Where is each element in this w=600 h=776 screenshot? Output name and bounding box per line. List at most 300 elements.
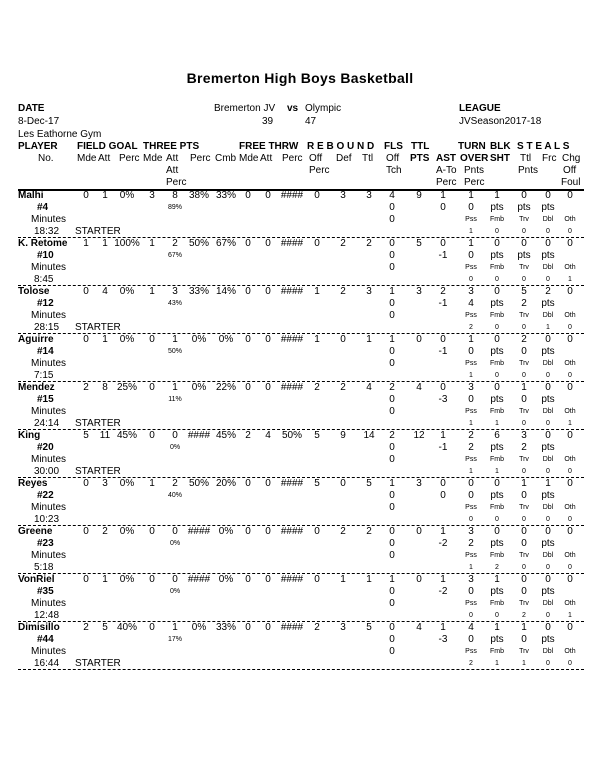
- player-name: VonRiel: [18, 574, 55, 585]
- reb-def-value: 2: [340, 286, 346, 297]
- fg-made-value: 1: [83, 238, 89, 249]
- home-score: 39: [262, 116, 274, 127]
- st-ttl-value: 1: [521, 478, 527, 489]
- st-frc-value: 0: [545, 526, 551, 537]
- reb-def-value: 9: [340, 430, 346, 441]
- fls-off-value: 0: [389, 526, 395, 537]
- venue: Les Eathorne Gym: [18, 129, 102, 140]
- reb-ttl-value: 1: [366, 334, 372, 345]
- fg-perc-value: 25%: [116, 382, 137, 393]
- fg-att-value: 8: [102, 382, 108, 393]
- pts-label: pts: [490, 634, 504, 645]
- ast-value: 0: [440, 382, 446, 393]
- fg-perc-value: 0%: [119, 526, 135, 537]
- turnover-fmb-label: Fmb: [490, 456, 504, 463]
- fg-made-value: 0: [83, 190, 89, 201]
- fls-tch-value: 0: [389, 550, 395, 561]
- tp-att-value: 0: [172, 430, 178, 441]
- three-pt-att-perc: 17%: [167, 636, 182, 643]
- ft-perc-value: ####: [280, 238, 304, 249]
- ato-value: 0: [440, 490, 446, 501]
- pts-value: 3: [416, 286, 422, 297]
- turnover-dbl-label: Dbl: [542, 648, 554, 655]
- turnover-pss-label: Pss: [465, 216, 477, 223]
- header-tp-perc: Perc: [190, 153, 211, 164]
- tp-perc-value: 38%: [188, 190, 209, 201]
- three-pt-att-perc: 0%: [169, 540, 181, 547]
- ft-made-value: 2: [245, 430, 251, 441]
- turn-pts-value: 0: [468, 250, 474, 261]
- three-pt-att-perc: 0%: [169, 588, 181, 595]
- reb-off-value: 0: [314, 526, 320, 537]
- ft-made-value: 0: [245, 526, 251, 537]
- tp-att-value: 2: [172, 238, 178, 249]
- turnover-oth-value: 1: [568, 612, 572, 619]
- steal-pnts-value: pts: [517, 202, 531, 213]
- ft-att-value: 0: [265, 574, 271, 585]
- player-minutes: 24:14: [34, 418, 60, 429]
- turnover-oth-label: Oth: [564, 552, 576, 559]
- report-title: Bremerton High Boys Basketball: [186, 70, 414, 86]
- fg-perc-value: 0%: [119, 286, 135, 297]
- row-separator: [18, 669, 584, 670]
- turnover-fmb-label: Fmb: [490, 504, 504, 511]
- pts-label: pts: [541, 394, 555, 405]
- pts-label: pts: [541, 490, 555, 501]
- fls-tch-value: 0: [389, 442, 395, 453]
- turnover-pss-label: Pss: [465, 312, 477, 319]
- player-name: Dimisillo: [18, 622, 60, 633]
- pts-value: 12: [413, 430, 425, 441]
- turn-pts-value: 0: [468, 202, 474, 213]
- header-ft-perc: Perc: [282, 153, 303, 164]
- turnover-pss-value: 0: [469, 516, 473, 523]
- turnover-dbl-value: 0: [546, 564, 550, 571]
- st-ttl-value: 1: [521, 382, 527, 393]
- fg-made-value: 0: [83, 526, 89, 537]
- turnover-pss-value: 1: [469, 468, 473, 475]
- turnover-pss-value: 1: [469, 564, 473, 571]
- three-pt-att-perc: 89%: [167, 204, 182, 211]
- reb-def-value: 2: [340, 382, 346, 393]
- fls-tch-value: 0: [389, 262, 395, 273]
- turnover-fmb-label: Fmb: [490, 264, 504, 271]
- turnover-dbl-value: 0: [546, 420, 550, 427]
- fg-att-value: 4: [102, 286, 108, 297]
- player-number: #4: [37, 202, 49, 213]
- pts-label: pts: [490, 346, 504, 357]
- pts-label: pts: [490, 298, 504, 309]
- fg-perc-value: 0%: [119, 478, 135, 489]
- turn-pts-value: 0: [468, 490, 474, 501]
- reb-ttl-value: 2: [366, 526, 372, 537]
- turnover-dbl-value: 0: [546, 276, 550, 283]
- away-team: Olympic: [305, 103, 342, 114]
- st-ttl-value: 0: [521, 190, 527, 201]
- turnover-fmb-label: Fmb: [490, 600, 504, 607]
- header-free-thrw: FREE THRW: [239, 141, 299, 152]
- header-fg-perc: Perc: [119, 153, 140, 164]
- tp-att-value: 2: [172, 478, 178, 489]
- tp-perc-value: ####: [187, 574, 211, 585]
- reb-ttl-value: 14: [363, 430, 375, 441]
- st-chg-value: 0: [567, 286, 573, 297]
- tp-perc-value: 50%: [188, 238, 209, 249]
- league-label: LEAGUE: [459, 103, 501, 114]
- minutes-label: Minutes: [31, 358, 67, 369]
- fls-tch-value: 0: [389, 454, 395, 465]
- turn-pts-value: 0: [468, 346, 474, 357]
- turnover-pss-value: 1: [469, 228, 473, 235]
- player-number: #22: [37, 490, 54, 501]
- pts-value: 0: [416, 334, 422, 345]
- fg-att-value: 3: [102, 478, 108, 489]
- turnover-oth-label: Oth: [564, 600, 576, 607]
- ato-value: -3: [438, 394, 448, 405]
- starter-label: STARTER: [75, 322, 121, 333]
- fg-perc-value: 0%: [119, 334, 135, 345]
- turnover-dbl-value: 0: [546, 468, 550, 475]
- ast-value: 0: [440, 334, 446, 345]
- st-frc-value: 0: [545, 238, 551, 249]
- tp-made-value: 3: [149, 190, 155, 201]
- player-minutes: 16:44: [34, 658, 60, 669]
- ft-att-value: 0: [265, 334, 271, 345]
- ft-made-value: 0: [245, 574, 251, 585]
- turnover-trv-label: Trv: [519, 264, 529, 271]
- minutes-label: Minutes: [31, 214, 67, 225]
- turn-pts-value: 0: [468, 394, 474, 405]
- fls-off-value: 1: [389, 286, 395, 297]
- turn-pts-value: 2: [468, 442, 474, 453]
- st-chg-value: 0: [567, 190, 573, 201]
- turnover-pss-value: 1: [469, 420, 473, 427]
- tp-att-value: 0: [172, 526, 178, 537]
- fls-tch-value: 0: [389, 394, 395, 405]
- minutes-label: Minutes: [31, 454, 67, 465]
- ft-att-value: 0: [265, 382, 271, 393]
- turnover-oth-label: Oth: [564, 264, 576, 271]
- fg-att-value: 11: [99, 430, 111, 441]
- reb-off-value: 2: [314, 622, 320, 633]
- turnover-oth-value: 0: [568, 324, 572, 331]
- blk-value: 1: [494, 190, 500, 201]
- turnover-dbl-label: Dbl: [542, 312, 554, 319]
- player-minutes: 12:48: [34, 610, 60, 621]
- turnover-oth-label: Oth: [564, 456, 576, 463]
- steal-pnts-value: 0: [521, 490, 527, 501]
- minutes-label: Minutes: [31, 550, 67, 561]
- turnover-dbl-label: Dbl: [542, 552, 554, 559]
- ft-made-value: 0: [245, 334, 251, 345]
- pts-value: 5: [416, 238, 422, 249]
- turnover-dbl-label: Dbl: [542, 456, 554, 463]
- fg-perc-value: 100%: [114, 238, 140, 249]
- pts-value: 4: [416, 622, 422, 633]
- header-ft-mde: Mde: [239, 153, 259, 164]
- turnover-oth-label: Oth: [564, 312, 576, 319]
- player-minutes: 28:15: [34, 322, 60, 333]
- cmb-perc-value: 0%: [218, 574, 234, 585]
- reb-def-value: 2: [340, 238, 346, 249]
- turnover-oth-value: 0: [568, 516, 572, 523]
- player-number: #35: [37, 586, 54, 597]
- turnover-pss-label: Pss: [465, 504, 477, 511]
- ft-perc-value: ####: [280, 478, 304, 489]
- turn-value: 2: [468, 430, 474, 441]
- tp-perc-value: 0%: [191, 334, 207, 345]
- fg-att-value: 1: [102, 574, 108, 585]
- ft-perc-value: ####: [280, 526, 304, 537]
- fls-off-value: 1: [389, 334, 395, 345]
- turnover-trv-label: Trv: [519, 600, 529, 607]
- fg-made-value: 0: [83, 334, 89, 345]
- cmb-perc-value: 20%: [215, 478, 236, 489]
- fls-off-value: 0: [389, 238, 395, 249]
- steal-pnts-value: 0: [521, 346, 527, 357]
- fls-tch-value: 0: [389, 538, 395, 549]
- tp-att-value: 1: [172, 382, 178, 393]
- st-chg-value: 0: [567, 622, 573, 633]
- turnover-trv-value: 0: [522, 420, 526, 427]
- header-tch: Tch: [386, 165, 402, 176]
- st-chg-value: 0: [567, 430, 573, 441]
- header-att-perc: Att: [166, 165, 179, 176]
- fls-tch-value: 0: [389, 634, 395, 645]
- turnover-dbl-label: Dbl: [542, 504, 554, 511]
- header-ft-att: Att: [260, 153, 273, 164]
- fls-tch-value: 0: [389, 250, 395, 261]
- header-blk: BLK: [490, 141, 511, 152]
- tp-att-value: 1: [172, 622, 178, 633]
- header-fls: FLS: [384, 141, 403, 152]
- ast-value: 1: [440, 190, 446, 201]
- steal-pnts-value: pts: [517, 250, 531, 261]
- header-tp-att: Att: [166, 153, 179, 164]
- player-minutes: 10:23: [34, 514, 60, 525]
- turnover-trv-value: 1: [522, 660, 526, 667]
- reb-def-value: 2: [340, 526, 346, 537]
- away-score: 47: [305, 116, 317, 127]
- pts-label: pts: [541, 634, 555, 645]
- header-field-goal: FIELD GOAL: [77, 141, 138, 152]
- ft-made-value: 0: [245, 622, 251, 633]
- steal-pnts-value: 0: [521, 586, 527, 597]
- turnover-trv-label: Trv: [519, 216, 529, 223]
- turn-pts-value: 2: [468, 538, 474, 549]
- minutes-label: Minutes: [31, 646, 67, 657]
- fg-made-value: 0: [83, 574, 89, 585]
- three-pt-att-perc: 11%: [168, 396, 182, 403]
- turnover-oth-label: Oth: [564, 408, 576, 415]
- fg-att-value: 2: [102, 526, 108, 537]
- fls-tch-value: 0: [389, 598, 395, 609]
- fls-tch-value: 0: [389, 298, 395, 309]
- fg-att-value: 1: [102, 238, 108, 249]
- ft-made-value: 0: [245, 190, 251, 201]
- fg-att-value: 1: [102, 334, 108, 345]
- turn-value: 3: [468, 382, 474, 393]
- fg-made-value: 0: [83, 478, 89, 489]
- tp-att-value: 0: [172, 574, 178, 585]
- minutes-label: Minutes: [31, 406, 67, 417]
- fls-tch-value: 0: [389, 586, 395, 597]
- turnover-trv-label: Trv: [519, 456, 529, 463]
- st-chg-value: 0: [567, 382, 573, 393]
- fg-made-value: 0: [83, 286, 89, 297]
- reb-off-value: 1: [314, 334, 320, 345]
- st-ttl-value: 0: [521, 238, 527, 249]
- reb-ttl-value: 5: [366, 622, 372, 633]
- turnover-trv-label: Trv: [519, 360, 529, 367]
- player-name: Greene: [18, 526, 53, 537]
- turnover-pss-label: Pss: [465, 456, 477, 463]
- turnover-dbl-value: 0: [546, 612, 550, 619]
- header-off: Off: [563, 165, 577, 176]
- turnover-dbl-label: Dbl: [542, 408, 554, 415]
- turn-pts-value: 4: [468, 298, 474, 309]
- turnover-trv-value: 0: [522, 324, 526, 331]
- fls-off-value: 1: [389, 574, 395, 585]
- cmb-perc-value: 67%: [215, 238, 236, 249]
- fls-tch-value: 0: [389, 202, 395, 213]
- header-pnts: Pnts: [464, 165, 485, 176]
- pts-label: pts: [490, 250, 504, 261]
- ato-value: -2: [438, 538, 448, 549]
- header-rebound: R E B O U N D: [307, 141, 375, 152]
- player-name: Mendez: [18, 382, 55, 393]
- turnover-pss-value: 2: [469, 324, 473, 331]
- fg-perc-value: 40%: [116, 622, 137, 633]
- turn-pts-value: 0: [468, 586, 474, 597]
- reb-off-value: 5: [314, 478, 320, 489]
- blk-value: 1: [494, 574, 500, 585]
- reb-def-value: 3: [340, 190, 346, 201]
- player-number: #12: [37, 298, 54, 309]
- fls-tch-value: 0: [389, 310, 395, 321]
- ft-perc-value: ####: [280, 190, 304, 201]
- fls-off-value: 1: [389, 478, 395, 489]
- reb-def-value: 3: [340, 622, 346, 633]
- st-ttl-value: 1: [521, 622, 527, 633]
- turnover-trv-label: Trv: [519, 552, 529, 559]
- turn-value: 1: [468, 190, 474, 201]
- turn-pts-value: 0: [468, 634, 474, 645]
- pts-value: 4: [416, 382, 422, 393]
- ft-att-value: 0: [265, 238, 271, 249]
- header-reb-perc: Perc: [309, 165, 330, 176]
- ft-perc-value: ####: [280, 382, 304, 393]
- st-frc-value: 0: [545, 430, 551, 441]
- player-number: #44: [37, 634, 54, 645]
- three-pt-att-perc: 50%: [167, 348, 182, 355]
- turnover-oth-value: 1: [568, 420, 572, 427]
- turnover-trv-label: Trv: [519, 648, 529, 655]
- turnover-dbl-label: Dbl: [542, 360, 554, 367]
- player-minutes: 18:32: [34, 226, 60, 237]
- league-name: JVSeason2017-18: [459, 116, 542, 127]
- cmb-perc-value: 0%: [218, 526, 234, 537]
- minutes-label: Minutes: [31, 598, 67, 609]
- home-team: Bremerton JV: [214, 103, 276, 114]
- st-ttl-value: 0: [521, 526, 527, 537]
- turnover-oth-label: Oth: [564, 504, 576, 511]
- tp-made-value: 0: [149, 382, 155, 393]
- turnover-trv-value: 0: [522, 228, 526, 235]
- starter-label: STARTER: [75, 658, 121, 669]
- ato-value: -1: [438, 346, 448, 357]
- turnover-oth-value: 0: [568, 228, 572, 235]
- header-fg-att: Att: [98, 153, 111, 164]
- reb-off-value: 5: [314, 430, 320, 441]
- st-chg-value: 0: [567, 526, 573, 537]
- turnover-dbl-value: 0: [546, 660, 550, 667]
- reb-ttl-value: 2: [366, 238, 372, 249]
- minutes-label: Minutes: [31, 502, 67, 513]
- header-frc: Frc: [542, 153, 557, 164]
- header-att-perc-2: Perc: [166, 177, 187, 188]
- st-chg-value: 0: [567, 574, 573, 585]
- fls-off-value: 2: [389, 430, 395, 441]
- ast-value: 1: [440, 574, 446, 585]
- turnover-pss-label: Pss: [465, 552, 477, 559]
- ast-value: 2: [440, 286, 446, 297]
- ft-att-value: 0: [265, 190, 271, 201]
- fg-perc-value: 45%: [116, 430, 137, 441]
- reb-def-value: 0: [340, 478, 346, 489]
- ft-perc-value: 50%: [281, 430, 302, 441]
- turnover-fmb-value: 0: [495, 516, 499, 523]
- header-ato-perc: Perc: [436, 177, 457, 188]
- turnover-fmb-value: 2: [495, 564, 499, 571]
- pts-label: pts: [541, 442, 555, 453]
- pts-label: pts: [490, 538, 504, 549]
- ato-value: -1: [438, 442, 448, 453]
- ato-value: -1: [438, 298, 448, 309]
- header-st-ttl: Ttl: [520, 153, 532, 164]
- turnover-fmb-value: 0: [495, 228, 499, 235]
- header-chg: Chg: [562, 153, 581, 164]
- turn-value: 0: [468, 478, 474, 489]
- pts-label: pts: [541, 250, 555, 261]
- steal-pnts-value: 2: [521, 442, 527, 453]
- turn-value: 3: [468, 526, 474, 537]
- ato-value: -1: [438, 250, 448, 261]
- st-chg-value: 0: [567, 334, 573, 345]
- minutes-label: Minutes: [31, 262, 67, 273]
- header-reb-ttl: Ttl: [362, 153, 374, 164]
- header-steals: S T E A L S: [517, 141, 570, 152]
- ast-value: 1: [440, 526, 446, 537]
- ft-att-value: 0: [265, 526, 271, 537]
- cmb-perc-value: 33%: [215, 622, 236, 633]
- steal-pnts-value: 0: [521, 538, 527, 549]
- fls-tch-value: 0: [389, 490, 395, 501]
- header-fg-mde: Mde: [77, 153, 97, 164]
- player-minutes: 5:18: [34, 562, 54, 573]
- player-number: #15: [37, 394, 54, 405]
- header-sht: SHT: [490, 153, 510, 164]
- tp-made-value: 0: [149, 430, 155, 441]
- cmb-perc-value: 22%: [215, 382, 236, 393]
- header-tp-mde: Mde: [143, 153, 163, 164]
- turnover-pss-label: Pss: [465, 408, 477, 415]
- ft-att-value: 4: [265, 430, 271, 441]
- ft-made-value: 0: [245, 238, 251, 249]
- reb-off-value: 0: [314, 190, 320, 201]
- turnover-pss-value: 2: [469, 660, 473, 667]
- st-frc-value: 0: [545, 574, 551, 585]
